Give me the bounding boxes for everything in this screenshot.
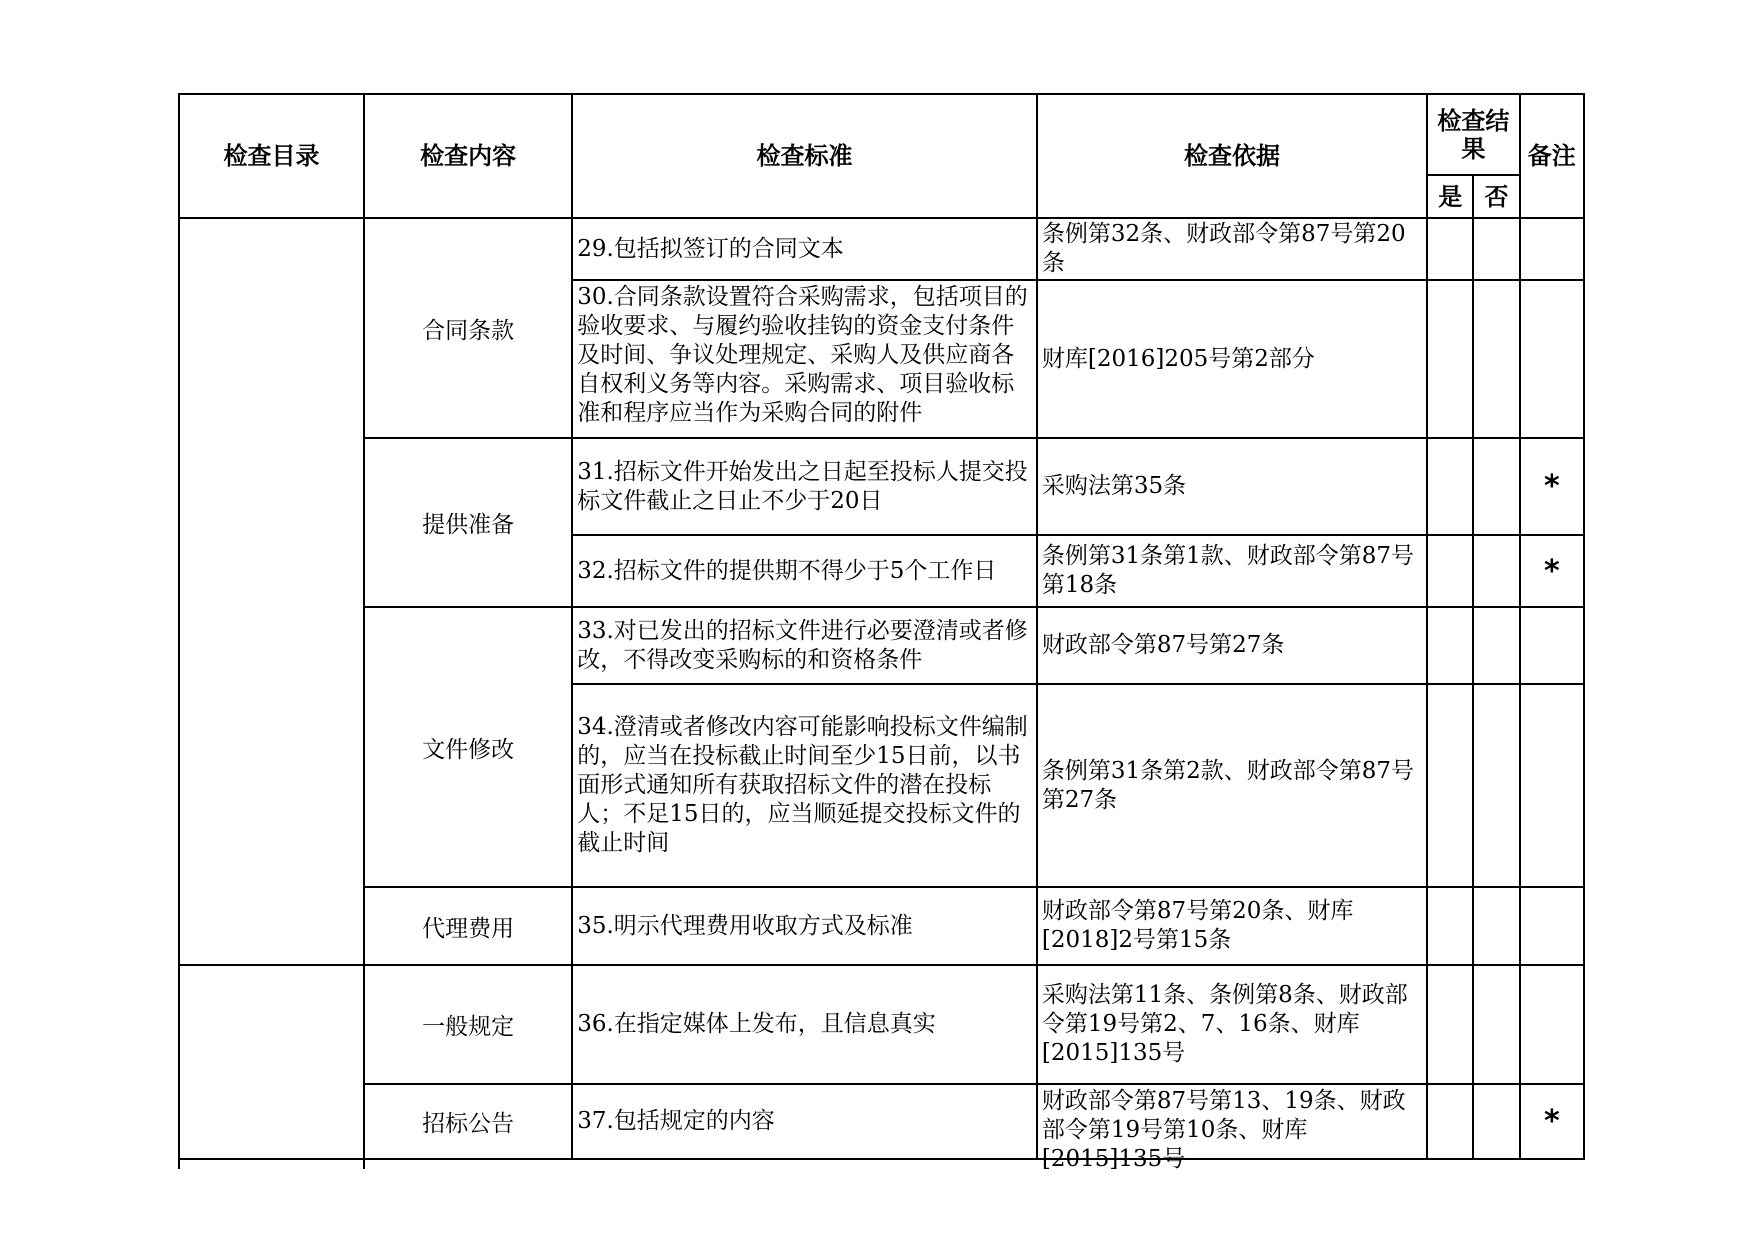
check-no-cell[interactable] xyxy=(1473,438,1519,535)
header-directory: 检查目录 xyxy=(179,94,364,218)
content-cell: 招标公告 xyxy=(364,1084,572,1159)
check-no-cell[interactable] xyxy=(1473,1084,1519,1159)
directory-cell xyxy=(179,218,364,965)
note-cell xyxy=(1520,887,1584,965)
check-no-cell[interactable] xyxy=(1473,887,1519,965)
basis-text: 条例第31条第2款、财政部令第87号第27条 xyxy=(1041,757,1415,813)
note-cell xyxy=(1520,965,1584,1084)
inspection-table xyxy=(178,93,1585,1172)
basis-text: 采购法第35条 xyxy=(1041,473,1187,499)
basis-cell xyxy=(1037,1084,1427,1172)
standard-text: 37.包括规定的内容 xyxy=(577,1108,775,1134)
standard-cell xyxy=(572,1084,1037,1159)
standard-text: 36.在指定媒体上发布，且信息真实 xyxy=(577,1011,936,1037)
standard-cell xyxy=(572,965,1037,1084)
basis-cell xyxy=(1037,684,1427,887)
check-no-cell[interactable] xyxy=(1473,607,1519,684)
basis-text: 财政部令第87号第27条 xyxy=(1041,632,1285,658)
header-no: 否 xyxy=(1473,175,1519,218)
standard-text: 35.明示代理费用收取方式及标准 xyxy=(577,912,913,939)
standard-text: 31.招标文件开始发出之日起至投标人提交投标文件截止之日止不少于20日 xyxy=(577,458,1028,514)
check-yes-cell[interactable] xyxy=(1427,280,1473,438)
header-yes: 是 xyxy=(1427,175,1473,218)
page-cut-left-border xyxy=(178,1159,180,1169)
content-cell: 文件修改 xyxy=(364,607,572,887)
check-yes-cell[interactable] xyxy=(1427,535,1473,607)
check-yes-cell[interactable] xyxy=(1427,607,1473,684)
note-cell: * xyxy=(1520,438,1584,535)
check-no-cell[interactable] xyxy=(1473,535,1519,607)
table-row xyxy=(179,607,1584,684)
content-cell: 一般规定 xyxy=(364,965,572,1084)
header-content: 检查内容 xyxy=(364,94,572,218)
basis-text: 采购法第11条、条例第8条、财政部令第19号第2、7、16条、财库[2015]135号 xyxy=(1041,982,1408,1066)
note-cell xyxy=(1520,684,1584,887)
note-cell xyxy=(1520,280,1584,438)
basis-text: 财政部令第87号第13、19条、财政部令第19号第10条、财库[2015]135号 xyxy=(1041,1087,1406,1172)
content-cell: 提供准备 xyxy=(364,438,572,607)
check-no-cell[interactable] xyxy=(1473,684,1519,887)
check-yes-cell[interactable] xyxy=(1427,887,1473,965)
header-result: 检查结果 xyxy=(1427,94,1520,175)
basis-cell xyxy=(1037,965,1427,1084)
content-cell: 合同条款 xyxy=(364,218,572,438)
standard-text: 32.招标文件的提供期不得少于5个工作日 xyxy=(577,557,997,584)
table-row xyxy=(179,1084,1584,1159)
standard-text: 34.澄清或者修改内容可能影响投标文件编制的，应当在投标截止时间至少15日前，以书面形式通知所有获取招标文件的潜在投标人；不足15日的，应当顺延提交投标文件的截止时间 xyxy=(577,714,1028,856)
standard-cell xyxy=(572,218,1037,280)
basis-cell xyxy=(1037,438,1427,535)
standard-cell xyxy=(572,280,1037,438)
note-cell: * xyxy=(1520,535,1584,607)
note-cell xyxy=(1520,218,1584,280)
basis-text: 财政部令第87号第20条、财库[2018]2号第15条 xyxy=(1041,898,1354,953)
check-yes-cell[interactable] xyxy=(1427,684,1473,887)
check-yes-cell[interactable] xyxy=(1427,218,1473,280)
table-row xyxy=(179,438,1584,535)
basis-cell xyxy=(1037,535,1427,607)
page-cut-content-border xyxy=(363,1159,365,1169)
basis-cell xyxy=(1037,607,1427,684)
standard-cell xyxy=(572,535,1037,607)
standard-text: 30.合同条款设置符合采购需求，包括项目的验收要求、与履约验收挂钩的资金支付条件及时间、争议处理规定、采购人及供应商各自权利义务等内容。采购需求、项目验收标准和程序应当作为采购合同的附件 xyxy=(577,284,1028,426)
basis-text: 条例第31条第1款、财政部令第87号第18条 xyxy=(1041,543,1415,598)
standard-text: 33.对已发出的招标文件进行必要澄清或者修改，不得改变采购标的和资格条件 xyxy=(577,617,1028,673)
standard-cell xyxy=(572,607,1037,684)
header-note: 备注 xyxy=(1520,94,1584,218)
basis-text: 财库[2016]205号第2部分 xyxy=(1041,345,1315,372)
table-row xyxy=(179,218,1584,280)
table-row xyxy=(179,887,1584,965)
content-cell: 代理费用 xyxy=(364,887,572,965)
standard-cell xyxy=(572,887,1037,965)
check-no-cell[interactable] xyxy=(1473,280,1519,438)
check-yes-cell[interactable] xyxy=(1427,1084,1473,1159)
check-no-cell[interactable] xyxy=(1473,965,1519,1084)
standard-cell xyxy=(572,684,1037,887)
check-yes-cell[interactable] xyxy=(1427,965,1473,1084)
basis-cell xyxy=(1037,887,1427,965)
basis-text: 条例第32条、财政部令第87号第20条 xyxy=(1041,221,1406,276)
note-cell xyxy=(1520,607,1584,684)
check-no-cell[interactable] xyxy=(1473,218,1519,280)
header-basis: 检查依据 xyxy=(1037,94,1427,218)
note-cell: * xyxy=(1520,1084,1584,1159)
basis-cell xyxy=(1037,218,1427,280)
table-row xyxy=(179,965,1584,1084)
header-standard: 检查标准 xyxy=(572,94,1037,218)
standard-cell xyxy=(572,438,1037,535)
check-yes-cell[interactable] xyxy=(1427,438,1473,535)
directory-cell xyxy=(179,965,364,1159)
basis-cell xyxy=(1037,280,1427,438)
standard-text: 29.包括拟签订的合同文本 xyxy=(577,235,844,262)
